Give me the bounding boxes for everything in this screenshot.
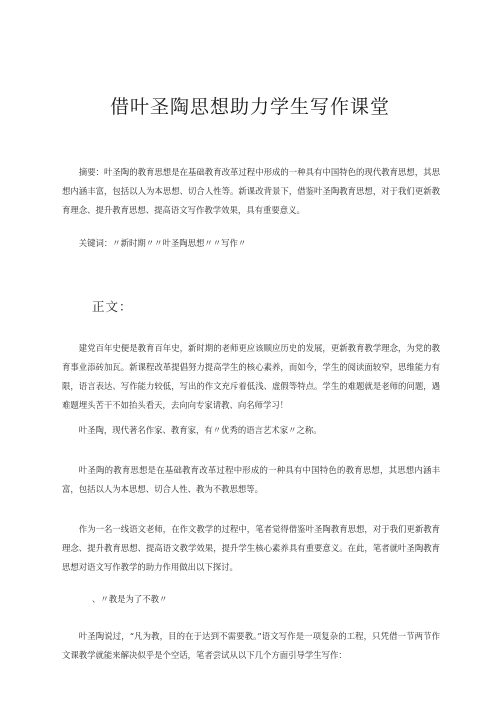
body-heading: 正文： [92,299,133,314]
paragraph-3: 叶圣陶的教育思想是在基础教育改革过程中形成的一种具有中国特色的教育思想，其思想内涵丰富，包括以人为本思想、切合人性、教为不教思想等。 [62,465,440,494]
keywords-line: 关键词：〃新时期〃〃叶圣陶思想〃〃写作〃 [78,238,247,248]
paragraph-4: 作为一名一线语文老师，在作文教学的过程中，笔者觉得借鉴叶圣陶教育思想，对于我们更新教育理念、提升教育思想、提高语文教学效果，提升学生核心素养具有重要意义。在此，笔者就叶圣陶教育思想对语文写作教学的助力作用做出以下探讨。 [62,524,440,572]
document-title: 借叶圣陶思想助力学生写作课堂 [109,96,390,118]
paragraph-2: 叶圣陶，现代著名作家、教育家，有〃优秀的语言艺术家〃之称。 [78,425,322,435]
abstract-paragraph: 摘要：叶圣陶的教育思想是在基础教育改革过程中形成的一种具有中国特色的现代教育思想，其思想内涵丰富，包括以人为本思想、切合人性等。新课改背景下，借鉴叶圣陶教育思想，对于我们更新教育理念、提升教育思想、提高语文写作教学效果，具有重要意义。 [62,167,440,215]
section-heading: 、〃教是为了不教〃 [92,594,168,604]
paragraph-5: 叶圣陶说过，“凡为教，目的在于达到不需要教。”语文写作是一项复杂的工程，只凭借一节两节作文课教学就能来解决似乎是个空话，笔者尝试从以下几个方面引导学生写作： [62,631,440,660]
paragraph-1: 建党百年史便是教育百年史，新时期的老师更应该顺应历史的发展，更新教育教学理念，为党的教育事业添砖加瓦。新课程改革提倡努力提高学生的核心素养，而如今，学生的阅读面较窄，思维能力有限，语言表达、写作能力较低，写出的作文充斥着低浅、虚假等特点。学生的难题就是老师的问题，遇难题埋头苦干不如抬头看天，去向向专家请教、向名师学习！ [62,343,440,410]
